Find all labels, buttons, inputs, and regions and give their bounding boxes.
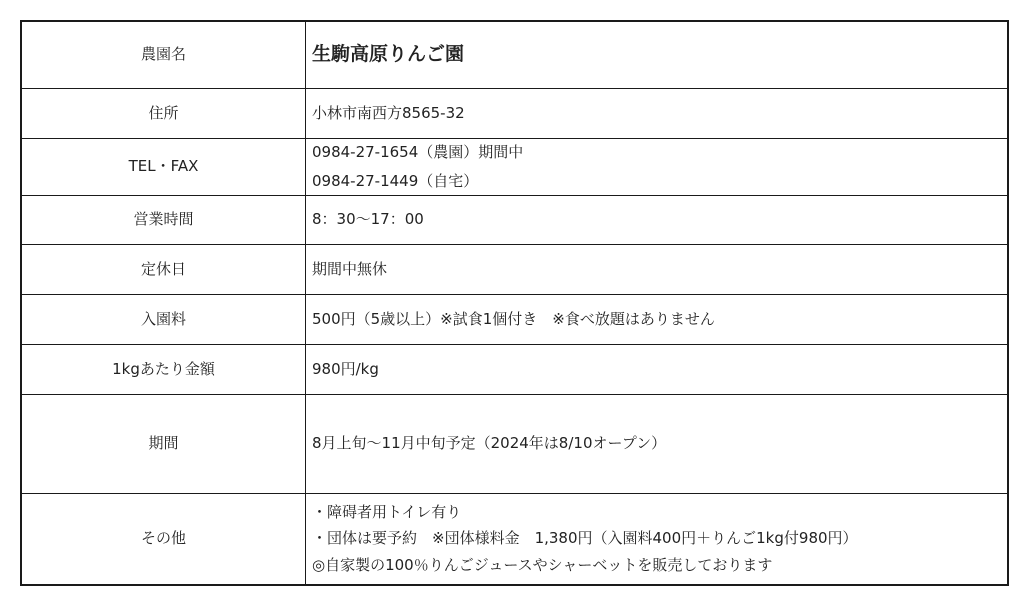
row-value-tel-fax <box>306 138 1009 195</box>
row-value-farm-name <box>306 21 1009 88</box>
row-value-admission <box>306 294 1009 344</box>
hours-text: 8：30〜17：00 <box>312 210 424 229</box>
address-text: 小林市南西方8565-32 <box>312 103 465 122</box>
table-row <box>21 493 1008 585</box>
table-row <box>21 195 1008 244</box>
row-label-hours: 営業時間 <box>21 195 306 244</box>
closed-days-text: 期間中無休 <box>312 259 388 278</box>
table-row <box>21 21 1008 88</box>
other-accessible-toilet-text: ・障碍者用トイレ有り <box>312 502 462 521</box>
row-value-hours <box>306 195 1009 244</box>
row-label-tel-fax: TEL・FAX <box>21 138 306 195</box>
other-group-rate-text: ・団体は要予約 ※団体様料金 1,380円（入園料400円＋りんご1kg付980円） <box>312 529 858 548</box>
farm-name-text: 生駒高原りんご園 <box>312 42 465 65</box>
table-row <box>21 394 1008 493</box>
row-label-other: その他 <box>21 493 306 585</box>
row-label-admission: 入園料 <box>21 294 306 344</box>
table-row <box>21 138 1008 195</box>
admission-text: 500円（5歳以上）※試食1個付き ※食べ放題はありません <box>312 309 715 328</box>
phone-farm-text: 0984-27-1654（農園）期間中 <box>312 142 524 161</box>
row-label-farm-name: 農園名 <box>21 21 306 88</box>
row-value-address <box>306 88 1009 138</box>
table-row <box>21 88 1008 138</box>
row-label-price-per-kg: 1kgあたり金額 <box>21 344 306 394</box>
row-value-closed-days <box>306 244 1009 294</box>
row-label-closed-days: 定休日 <box>21 244 306 294</box>
season-text: 8月上旬〜11月中旬予定（2024年は8/10オープン） <box>312 434 667 453</box>
price-per-kg-text: 980円/kg <box>312 359 379 378</box>
table-row <box>21 344 1008 394</box>
row-label-season: 期間 <box>21 394 306 493</box>
row-value-other <box>306 493 1009 585</box>
row-label-address: 住所 <box>21 88 306 138</box>
phone-home-text: 0984-27-1449（自宅） <box>312 171 479 190</box>
other-products-text: ◎自家製の100％りんごジュースやシャーベットを販売しております <box>312 556 773 575</box>
row-value-price-per-kg <box>306 344 1009 394</box>
row-value-season <box>306 394 1009 493</box>
table-row <box>21 294 1008 344</box>
table-row <box>21 244 1008 294</box>
farm-info-table <box>20 20 1009 586</box>
